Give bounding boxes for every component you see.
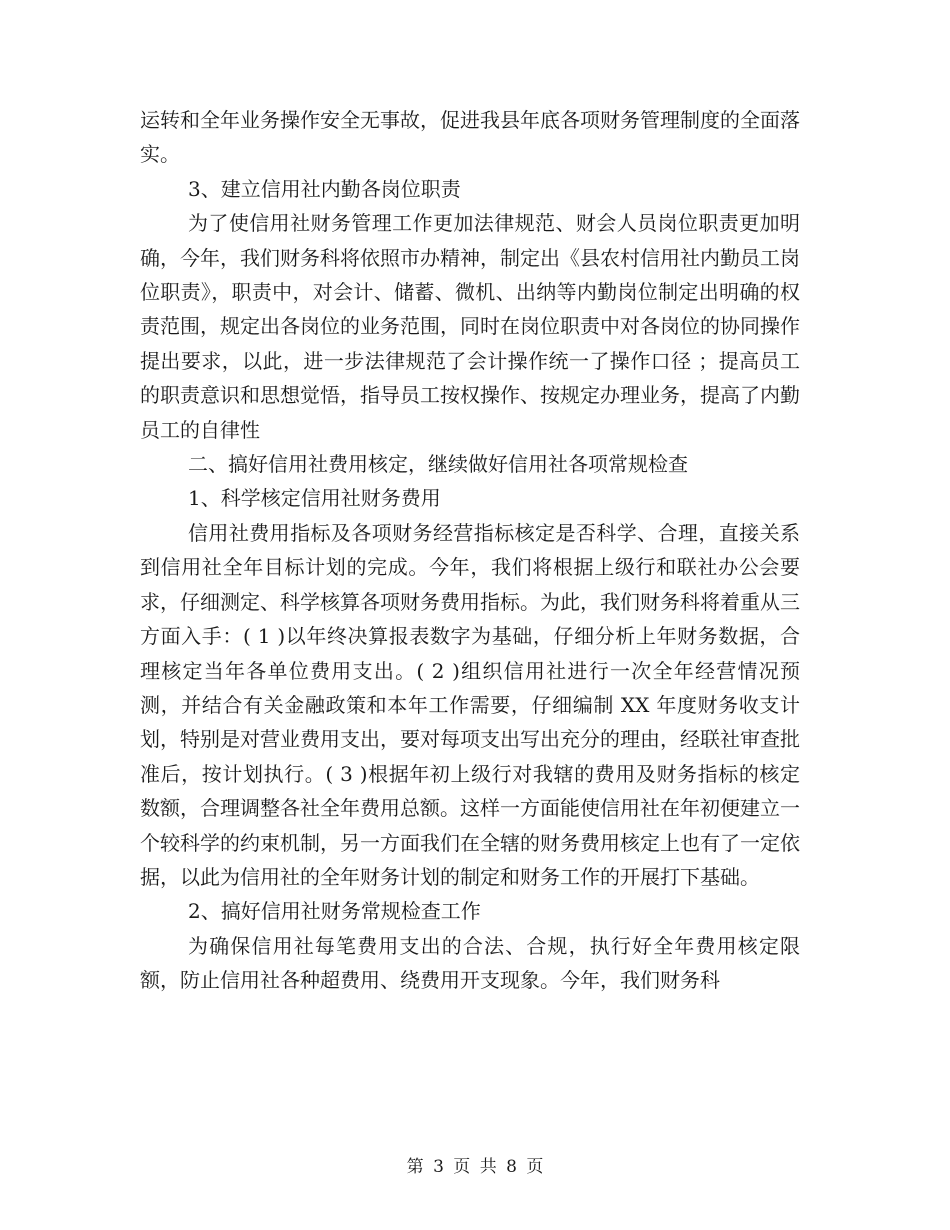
- heading-subsection-2: 2、搞好信用社财务常规检查工作: [188, 899, 481, 924]
- paragraph-job-duties: 为了使信用社财务管理工作更加法律规范、财会人员岗位职责更加明确，今年，我们财务科将依照市办精神，制定出《县农村信用社内勤员工岗位职责》，职责中，对会计、储蓄、微机、出纳等内勤岗位制定出明确的权责范围，规定出各岗位的业务范围，同时在岗位职责中对各岗位的协同操作提出要求，以此，进一步法律规范了会计操作统一了操作口径 ；提高员工的职责意识和思想觉悟，指导员工按权操作、按规定办理业务，提高了内勤员工的自律性: [140, 211, 800, 442]
- heading-part-two: 二、搞好信用社费用核定，继续做好信用社各项常规检查: [188, 452, 688, 477]
- document-body: [140, 103, 800, 998]
- paragraph-routine-inspection: 为确保信用社每笔费用支出的合法、合规，执行好全年费用核定限额，防止信用社各种超费用、绕费用开支现象。今年，我们财务科: [140, 933, 800, 993]
- page-number-footer: 第 3 页 共 8 页: [406, 1157, 544, 1177]
- heading-subsection-1: 1、科学核定信用社财务费用: [188, 486, 441, 511]
- paragraph-fee-verification: 信用社费用指标及各项财务经营指标核定是否科学、合理，直接关系到信用社全年目标计划的完成。今年，我们将根据上级行和联社办公会要求，仔细测定、科学核算各项财务费用指标。为此，我们财务科将着重从三方面入手：( 1 )以年终决算报表数字为基础，仔细分析上年财务数据，合理核定当年各单位费用支出。( 2 )组织信用社进行一次全年经营情况预测，并结合有关金融政策和本年工作需要，仔细编制 XX 年度财务收支计划，特别是对营业费用支出，要对每项支出写出充分的理由，经联社审查批准后，按计划执行。( 3 )根据年初上级行对我辖的费用及财务指标的核定数额，合理调整各社全年费用总额。这样一方面能使信用社在年初便建立一个较科学的约束机制，另一方面我们在全辖的财务费用核定上也有了一定依据，以此为信用社的全年财务计划的制定和财务工作的开展打下基础。: [140, 520, 800, 889]
- heading-section-3: 3、建立信用社内勤各岗位职责: [188, 176, 461, 201]
- paragraph-continuation: 运转和全年业务操作安全无事故，促进我县年底各项财务管理制度的全面落实。: [140, 108, 800, 167]
